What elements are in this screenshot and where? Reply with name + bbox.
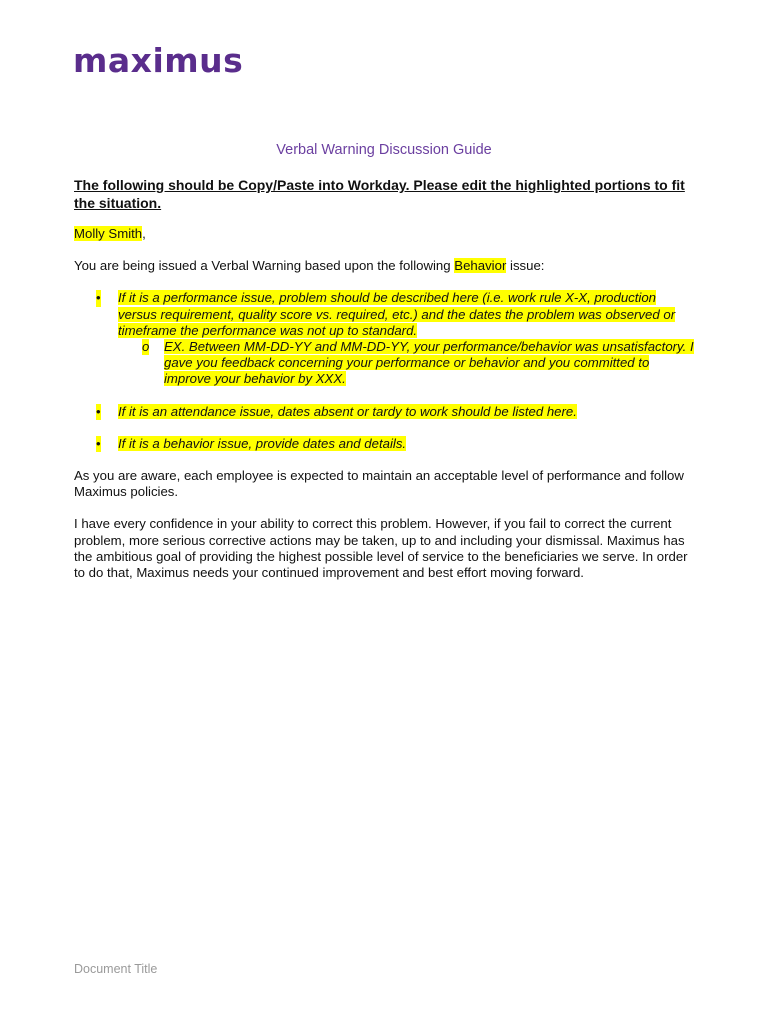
issue-type-highlight: Behavior <box>454 258 507 274</box>
employee-name: Molly Smith <box>74 226 143 241</box>
sub-bullet-text: EX. Between MM-DD-YY and MM-DD-YY, your performance/behavior was unsatisfactory. I gave you feedback concerning your performance or behavior and you committed to improve your behavior by XXX. <box>164 339 694 387</box>
bullet-text: If it is a behavior issue, provide dates and details. <box>118 435 407 451</box>
bullet-attendance <box>74 404 694 420</box>
intro-before: You are being issued a Verbal Warning based upon the following <box>74 258 451 274</box>
document-title: Verbal Warning Discussion Guide <box>276 142 492 158</box>
intro-after: issue: <box>510 258 545 274</box>
sub-bullet-marker: o <box>142 339 150 355</box>
bullet-marker: • <box>96 290 101 306</box>
salutation <box>74 226 694 242</box>
paragraph-expectations: As you are aware, each employee is expected to maintain an acceptable level of performance and follow Maximus policies. <box>74 468 684 500</box>
maximus-logo: maximus <box>73 41 244 80</box>
bullet-marker: • <box>96 435 101 451</box>
sub-bullet-example <box>74 339 694 388</box>
salutation-punctuation: , <box>142 226 146 241</box>
bullet-text: If it is a performance issue, problem should be described here (i.e. work rule X-X, production versus requirement, quality score vs. required, etc.) and the dates the problem was observed or timeframe the performance was not up to standard. <box>118 290 676 338</box>
issue-bullet-list <box>74 290 694 452</box>
bullet-marker: • <box>96 403 101 419</box>
bullet-text: If it is an attendance issue, dates absent or tardy to work should be listed here. <box>118 403 577 419</box>
footer-document-title: Document Title <box>74 962 158 976</box>
bullet-performance <box>74 290 694 387</box>
instruction-heading: The following should be Copy/Paste into Workday. Please edit the highlighted portions to fit the situation. <box>74 177 685 211</box>
document-body <box>74 176 694 597</box>
intro-line <box>74 258 694 274</box>
bullet-behavior <box>74 436 694 452</box>
paragraph-confidence: I have every confidence in your ability to correct this problem. However, if you fail to correct the current problem, more serious corrective actions may be taken, up to and including your dismissal. Maximus has the ambitious goal of providing the highest possible level of service to the beneficiaries we serve. In order to do that, Maximus needs your continued improvement and best effort moving forward. <box>74 516 688 581</box>
